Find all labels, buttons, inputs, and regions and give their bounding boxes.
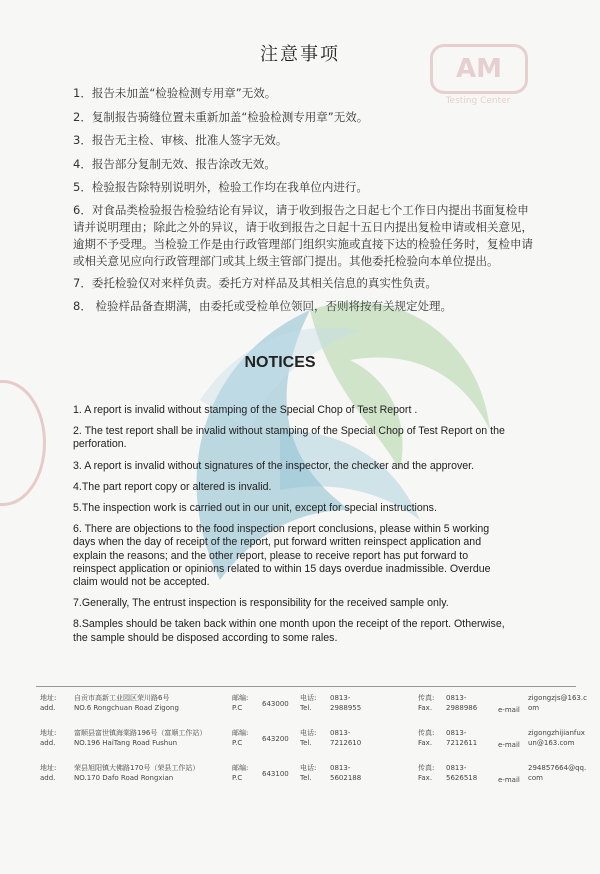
notice-cn-item: 1．报告未加盖“检验检测专用章”无效。: [73, 86, 277, 100]
seal-stamp-fragment: [0, 380, 46, 506]
fax-value: 0813- 7212611: [446, 729, 478, 747]
notice-en-item: 4.The part report copy or altered is invalid.: [73, 480, 272, 493]
notice-cn-item: 4．报告部分复制无效、报告涂改无效。: [73, 156, 276, 171]
postcode-value: 643100: [262, 770, 289, 778]
notice-list-en: [73, 404, 513, 653]
fax-label: 传真: Fax.: [418, 764, 435, 782]
notice-en-item: 1. A report is invalid without stamping of the Special Chop of Test Report .: [73, 404, 418, 416]
notice-list-cn: [73, 84, 533, 321]
notice-cn-item: 5．检验报告除特别说明外，检验工作均在我单位内进行。: [73, 180, 368, 194]
address-text: 富顺县富世镇海棠路196号（富顺工作站） NO.196 HaiTang Road Fushun: [74, 729, 207, 747]
contact-row: [40, 693, 587, 728]
email-value: 294857664@qq.com: [528, 764, 587, 782]
postcode-value: 643000: [262, 700, 289, 708]
email-value: zigongzjs@163.com: [528, 694, 587, 712]
tel-value: 0813- 7212610: [330, 729, 362, 747]
address-label: 地址: add.: [40, 694, 57, 712]
logo-mark: AM: [430, 44, 528, 94]
notice-title-cn: 注意事项: [260, 44, 340, 65]
address-text: 荣县旭阳镇大佛路170号（荣县工作站） NO.170 Dafo Road Rongxian: [74, 764, 200, 782]
notice-en-item: 8.Samples should be taken back within one month upon the receipt of the report. Otherwise, the sample should be disposed according to some rales.: [73, 618, 505, 644]
notice-en-item: 3. A report is invalid without signatures of the inspector, the checker and the approver.: [73, 459, 475, 472]
notice-cn-item: 8． 检验样品备查期满，由委托或受检单位领回，否则将按有关规定处理。: [73, 299, 452, 313]
postcode-value: 643200: [262, 735, 289, 743]
notice-cn-item: 6．对食品类检验报告检验结论有异议，请于收到报告之日起七个工作日内提出书面复检申请并说明理由；除此之外的异议，请于收到报告之日起十五日内提出复检申请或相关意见，逾期不予受理。当检验工作是由行政管理部门组织实施或直接下达的检验任务时，复检申请或相关意见应向行政管理部门或其上级主管部门提出。其他委托检验向本单位提出。: [73, 202, 533, 268]
contact-row: [40, 763, 587, 798]
address-label: 地址: add.: [40, 764, 57, 782]
notice-cn-item: 7．委托检验仅对来样负责。委托方对样品及其相关信息的真实性负责。: [73, 275, 437, 290]
contact-row: [40, 728, 585, 763]
address-text: 自贡市高新工业园区荣川路6号 NO.6 Rongchuan Road Zigong: [74, 694, 179, 712]
email-label: e-mail: [498, 741, 520, 749]
notice-cn-item: 2．复制报告骑缝位置未重新加盖“检验检测专用章”无效。: [73, 109, 369, 124]
footer-divider: [36, 686, 576, 687]
tel-label: 电话: Tel.: [300, 729, 317, 747]
logo-subtext: Testing Center: [445, 96, 511, 106]
postcode-label: 邮编: P.C: [232, 729, 249, 747]
fax-label: 传真: Fax.: [418, 729, 435, 747]
notice-en-item: 7.Generally, The entrust inspection is responsibility for the received sample only.: [73, 597, 449, 610]
email-label: e-mail: [498, 776, 520, 784]
tel-value: 0813- 2988955: [330, 694, 362, 712]
notice-en-item: 2. The test report shall be invalid without stamping of the Special Chop of Test Report on the perforation.: [73, 425, 505, 451]
notice-en-item: 5.The inspection work is carried out in our unit, except for special instructions.: [73, 502, 437, 515]
email-value: zigongzhijianfuxun@163.com: [528, 729, 585, 747]
notice-title-en: NOTICES: [244, 354, 316, 371]
notice-cn-item: 3．报告无主检、审核、批准人签字无效。: [73, 133, 288, 147]
fax-label: 传真: Fax.: [418, 694, 435, 712]
fax-value: 0813- 5626518: [446, 764, 478, 782]
tel-value: 0813- 5602188: [330, 764, 362, 782]
email-label: e-mail: [498, 706, 520, 714]
tel-label: 电话: Tel.: [300, 694, 317, 712]
postcode-label: 邮编: P.C: [232, 694, 249, 712]
postcode-label: 邮编: P.C: [232, 764, 249, 782]
contact-footer: [40, 693, 587, 798]
tel-label: 电话: Tel.: [300, 764, 317, 782]
notice-en-item: 6. There are objections to the food inspection report conclusions, please within 5 working days when the day of receipt of the report, put forward written reinspect application and explain the reasons; and the other report, please to receive report has put forward to reinspect application or opinions related to within 15 days overdue inadmissible. Overdue claim would not be accepted.: [73, 523, 491, 589]
fax-value: 0813- 2988986: [446, 694, 478, 712]
address-label: 地址: add.: [40, 729, 57, 747]
